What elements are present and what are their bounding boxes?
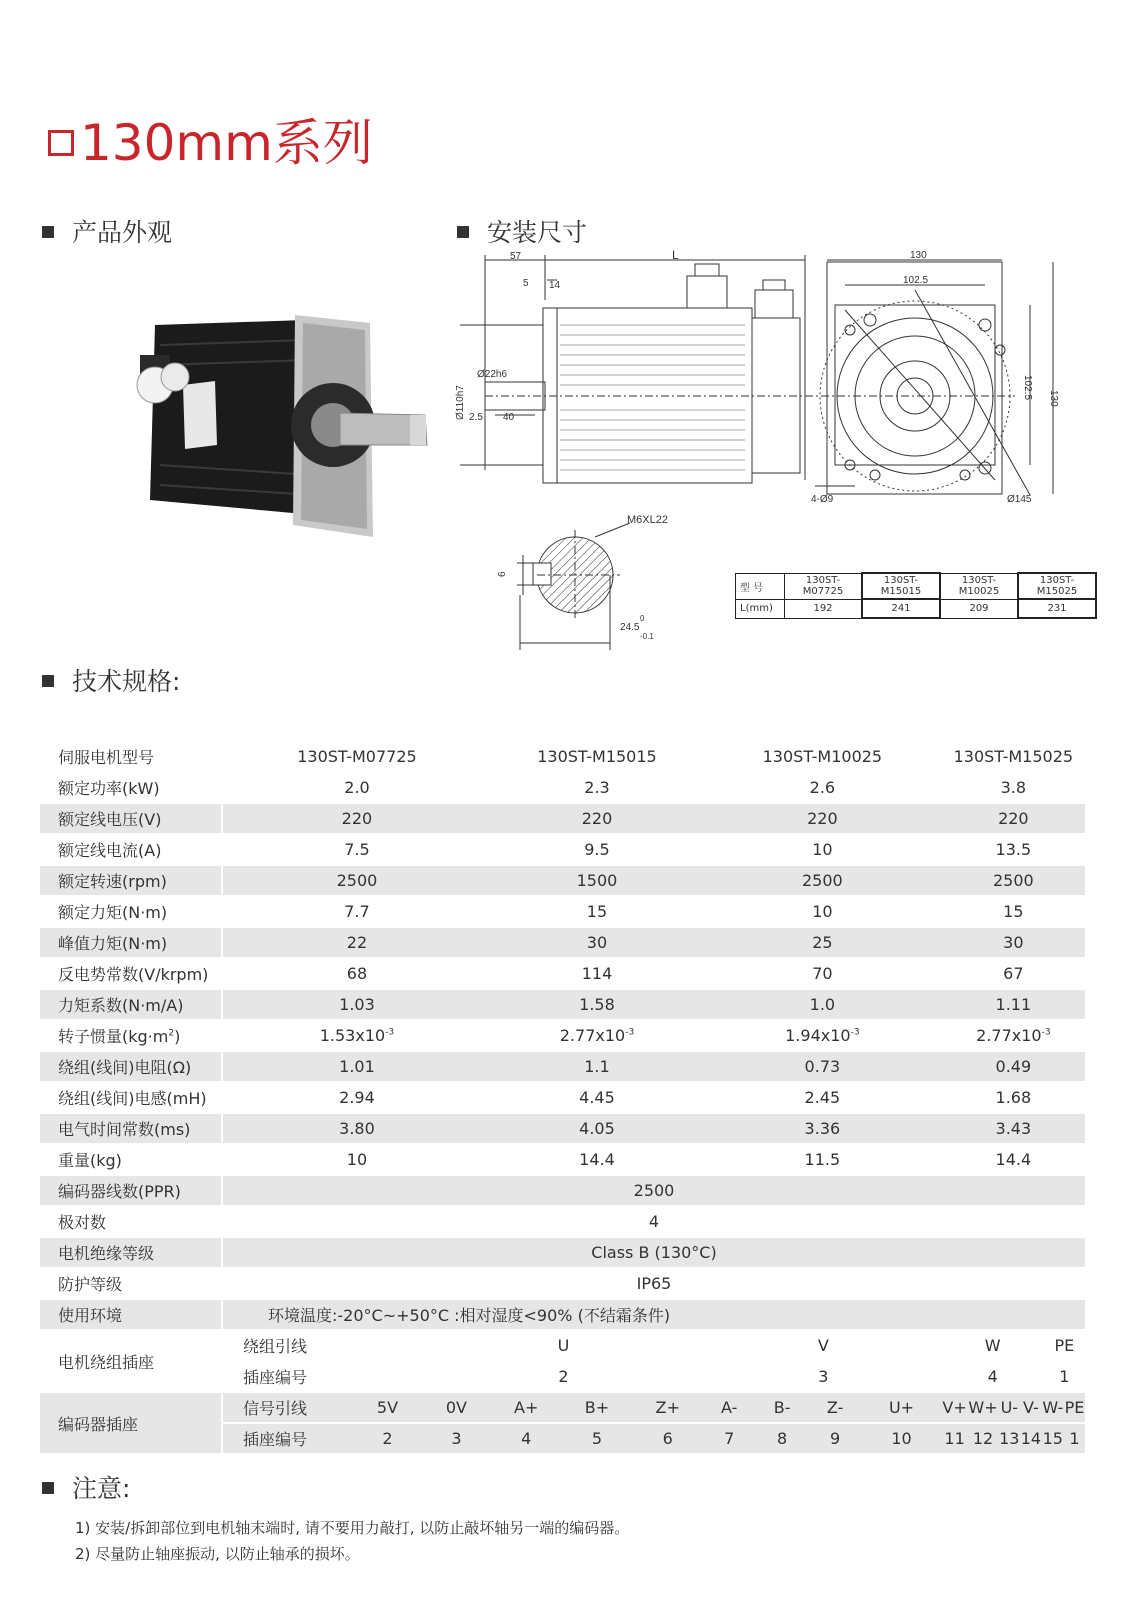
- table-cell: 130ST-M15015: [537, 747, 657, 766]
- row-label: 额定线电流(A): [40, 835, 223, 864]
- table-cell: 220: [491, 804, 703, 833]
- dim-table-row-label: L(mm): [736, 599, 785, 618]
- table-cell: 7.7: [344, 902, 370, 921]
- table-cell: V: [703, 1331, 942, 1360]
- table-cell: 15: [1042, 1424, 1064, 1453]
- dim-4-9: 4-Ø9: [811, 494, 834, 505]
- table-row: [40, 742, 1085, 771]
- table-cell: 2.94: [339, 1088, 375, 1107]
- table-row: [736, 599, 1097, 618]
- table-cell: 114: [581, 964, 613, 983]
- table-cell: 70: [812, 964, 833, 983]
- bullet-icon: [42, 1482, 54, 1494]
- section-specs: 技术规格:: [42, 665, 180, 699]
- table-cell: 25: [703, 928, 942, 957]
- table-cell: 插座编号: [223, 1424, 353, 1453]
- page-title: 130mm系列: [48, 108, 373, 178]
- table-cell: 12: [968, 1424, 999, 1453]
- row-label: 峰值力矩(N·m): [40, 928, 223, 957]
- superscript: 2: [168, 1028, 175, 1039]
- value-text: 1.94x10: [785, 1026, 851, 1045]
- table-cell: IP65: [636, 1274, 672, 1293]
- dim-table-length: 231: [1018, 599, 1096, 618]
- dim-6: 6: [497, 571, 508, 577]
- table-cell: 4.05: [491, 1114, 703, 1143]
- table-cell: 14: [1020, 1424, 1042, 1453]
- dim-table-length: 241: [862, 599, 940, 618]
- table-row: [40, 1052, 1085, 1081]
- table-cell: 130ST-M15025: [953, 747, 1074, 766]
- row-label: 编码器插座: [40, 1393, 223, 1453]
- table-cell: 67: [1003, 964, 1024, 983]
- table-cell: U+: [861, 1393, 941, 1422]
- bullet-icon: [42, 675, 54, 687]
- note-item: 1) 安装/拆卸部位到电机轴末端时, 请不要用力敲打, 以防止敲坏轴另一端的编码器。: [75, 1519, 630, 1537]
- dim-24-5: 24.5: [620, 622, 640, 633]
- table-cell: 7.5: [344, 840, 370, 859]
- table-row: [736, 573, 1097, 599]
- square-icon: [48, 130, 74, 156]
- dim-102-5-side: 102.5: [1022, 375, 1033, 401]
- row-label-text: 转子惯量(kg·m: [58, 1027, 169, 1046]
- table-cell: W+: [968, 1393, 999, 1422]
- table-cell: 10: [812, 902, 833, 921]
- row-label: 使用环境: [40, 1300, 223, 1329]
- table-cell: 1500: [491, 866, 703, 895]
- table-row: [40, 804, 1085, 833]
- table-cell: PE: [1064, 1393, 1085, 1422]
- table-cell: 3.43: [942, 1114, 1085, 1143]
- table-cell: B-: [755, 1393, 809, 1422]
- notes-list: [75, 1515, 629, 1567]
- value-text: 2.77x10: [559, 1026, 626, 1045]
- dim-table-header-label: 型 号: [736, 573, 785, 599]
- table-cell: 2.45: [804, 1088, 841, 1107]
- table-cell: W-: [1042, 1393, 1064, 1422]
- table-cell: 2: [353, 1424, 422, 1453]
- row-label: 力矩系数(N·m/A): [40, 990, 223, 1019]
- dim-40: 40: [503, 412, 515, 423]
- table-cell: 6: [632, 1424, 703, 1453]
- table-cell: 220: [703, 804, 942, 833]
- table-cell: 10: [346, 1150, 368, 1169]
- table-cell: 7: [703, 1424, 755, 1453]
- table-cell: 1: [1064, 1424, 1085, 1453]
- row-label: 绕组(线间)电感(mH): [40, 1083, 223, 1112]
- dim-22h6: Ø22h6: [477, 369, 508, 380]
- table-row: [40, 990, 1085, 1019]
- table-cell: PE: [1042, 1331, 1085, 1360]
- exponent: -3: [850, 1027, 860, 1038]
- dim-table-length: 192: [785, 599, 863, 618]
- row-label: 绕组(线间)电阻(Ω): [40, 1052, 223, 1081]
- table-cell: 14.4: [995, 1150, 1032, 1169]
- table-cell: 1.68: [995, 1088, 1032, 1107]
- table-cell: [491, 1021, 703, 1050]
- table-cell: 3: [703, 1362, 942, 1391]
- row-label: 重量(kg): [40, 1145, 223, 1174]
- table-cell: 插座编号: [243, 1368, 308, 1387]
- value-text: 2.77x10: [976, 1026, 1042, 1045]
- table-row: [40, 897, 1085, 926]
- row-label: 额定转速(rpm): [40, 866, 223, 895]
- row-label: 编码器线数(PPR): [40, 1176, 223, 1205]
- table-cell: 220: [942, 804, 1085, 833]
- section-dimensions: 安装尺寸: [457, 216, 587, 250]
- dim-14: 14: [549, 280, 561, 291]
- table-cell: 1.11: [942, 990, 1085, 1019]
- dim-tol-up: 0: [640, 614, 645, 623]
- dim-tol-down: -0.1: [640, 632, 654, 641]
- table-cell: 0V: [422, 1393, 491, 1422]
- table-cell: 13: [999, 1424, 1021, 1453]
- table-cell: 3: [422, 1424, 491, 1453]
- table-cell: 0.73: [703, 1052, 942, 1081]
- table-cell: 2.3: [584, 778, 610, 797]
- table-cell: 2500: [942, 866, 1085, 895]
- table-cell: 10: [812, 840, 833, 859]
- dim-5: 5: [523, 278, 529, 289]
- table-cell: 13.5: [995, 840, 1032, 859]
- table-cell: 11.5: [804, 1150, 841, 1169]
- servo-motor-photo: [115, 315, 435, 545]
- table-cell: 2.0: [344, 778, 370, 797]
- table-cell: 9.5: [584, 840, 610, 859]
- table-cell: 8: [755, 1424, 809, 1453]
- table-cell: 4: [491, 1424, 562, 1453]
- dim-table-model: 130ST-M15015: [862, 573, 940, 599]
- exponent: -3: [385, 1027, 395, 1038]
- table-cell: 2: [422, 1362, 703, 1391]
- row-label: 电机绕组插座: [40, 1331, 223, 1391]
- table-cell: 4: [942, 1362, 1042, 1391]
- dim-57: 57: [510, 251, 522, 262]
- note-item: 2) 尽量防止轴座振动, 以防止轴承的损坏。: [75, 1545, 360, 1563]
- table-cell: 1.01: [223, 1052, 491, 1081]
- dim-table-model: 130ST-M10025: [940, 573, 1018, 599]
- row-label: [40, 1021, 223, 1050]
- table-row: [40, 1145, 1085, 1174]
- table-cell: 130ST-M07725: [297, 747, 417, 766]
- table-cell: 信号引线: [223, 1393, 353, 1422]
- table-cell: A-: [703, 1393, 755, 1422]
- row-label: 额定线电压(V): [40, 804, 223, 833]
- row-label: 反电势常数(V/krpm): [40, 959, 223, 988]
- table-cell: 2500: [223, 1176, 1085, 1205]
- table-cell: 5V: [353, 1393, 422, 1422]
- dim-2-5: 2.5: [469, 412, 483, 423]
- table-cell: 1.1: [491, 1052, 703, 1081]
- table-cell: 1: [1042, 1362, 1085, 1391]
- table-cell: 1.0: [703, 990, 942, 1019]
- dim-table-length: 209: [940, 599, 1018, 618]
- table-cell: 14.4: [579, 1150, 615, 1169]
- table-cell: 15: [586, 902, 608, 921]
- table-cell: 环境温度:-20°C~+50°C :相对湿度<90% (不结霜条件): [223, 1300, 1085, 1329]
- shaft-section-drawing: [495, 515, 695, 655]
- row-label: 额定力矩(N·m): [40, 897, 223, 926]
- section-notes: 注意:: [42, 1472, 130, 1506]
- table-row: [40, 1114, 1085, 1143]
- table-row: [40, 1393, 1085, 1422]
- table-cell: 68: [346, 964, 368, 983]
- row-label: 极对数: [40, 1207, 223, 1236]
- table-row: [40, 928, 1085, 957]
- table-row: [40, 1207, 1085, 1236]
- table-row: [40, 773, 1085, 802]
- table-cell: 10: [861, 1424, 941, 1453]
- row-label: 额定功率(kW): [40, 773, 223, 802]
- exponent: -3: [625, 1027, 635, 1038]
- table-cell: W: [942, 1331, 1042, 1360]
- exponent: -3: [1041, 1027, 1051, 1038]
- table-cell: Class B (130°C): [223, 1238, 1085, 1267]
- dim-130-top: 130: [910, 250, 927, 261]
- row-label: 防护等级: [40, 1269, 223, 1298]
- table-row: [40, 1300, 1085, 1329]
- table-row: [40, 1269, 1085, 1298]
- value-text: 1.53x10: [319, 1026, 386, 1045]
- dimension-table: [735, 572, 1097, 619]
- table-cell: V-: [1020, 1393, 1042, 1422]
- table-cell: 220: [223, 804, 491, 833]
- row-label-text: ): [174, 1027, 181, 1046]
- table-cell: [942, 1021, 1085, 1050]
- dim-m6: M6XL22: [627, 515, 668, 526]
- table-row: [40, 1176, 1085, 1205]
- table-cell: 2500: [703, 866, 942, 895]
- table-cell: Z-: [809, 1393, 862, 1422]
- dim-130-side: 130: [1048, 390, 1059, 407]
- table-cell: 2.6: [809, 778, 836, 797]
- table-cell: [703, 1021, 942, 1050]
- table-row: [40, 1331, 1085, 1360]
- row-label: 电机绝缘等级: [40, 1238, 223, 1267]
- table-row: [40, 835, 1085, 864]
- row-label: 伺服电机型号: [40, 742, 223, 771]
- table-cell: 11: [942, 1424, 968, 1453]
- spec-table: [40, 740, 1085, 1455]
- table-cell: Z+: [632, 1393, 703, 1422]
- table-cell: 3.8: [1000, 778, 1027, 797]
- table-row: [40, 959, 1085, 988]
- table-cell: 3.80: [223, 1114, 491, 1143]
- table-cell: 1.03: [223, 990, 491, 1019]
- table-cell: 9: [809, 1424, 862, 1453]
- table-cell: 30: [491, 928, 703, 957]
- table-cell: V+: [942, 1393, 968, 1422]
- table-cell: 绕组引线: [243, 1337, 308, 1356]
- table-cell: U-: [999, 1393, 1021, 1422]
- dim-L: L: [672, 250, 679, 262]
- row-label: 电气时间常数(ms): [40, 1114, 223, 1143]
- bullet-icon: [457, 226, 469, 238]
- table-cell: 15: [1003, 902, 1024, 921]
- table-cell: 3.36: [703, 1114, 942, 1143]
- dim-145: Ø145: [1007, 494, 1032, 505]
- table-cell: U: [422, 1331, 703, 1360]
- table-cell: A+: [491, 1393, 562, 1422]
- section-appearance: 产品外观: [42, 216, 172, 250]
- table-cell: 4.45: [579, 1088, 615, 1107]
- table-cell: 130ST-M10025: [762, 747, 883, 766]
- table-cell: 0.49: [942, 1052, 1085, 1081]
- bullet-icon: [42, 226, 54, 238]
- table-cell: 5: [562, 1424, 633, 1453]
- table-cell: 30: [942, 928, 1085, 957]
- table-cell: B+: [562, 1393, 633, 1422]
- table-row: [40, 1083, 1085, 1112]
- table-cell: 4: [648, 1212, 660, 1231]
- installation-drawing: [455, 250, 1075, 520]
- table-cell: 22: [223, 928, 491, 957]
- table-cell: 2500: [223, 866, 491, 895]
- table-cell: [223, 1021, 491, 1050]
- table-row: [40, 1021, 1085, 1050]
- table-cell: 1.58: [491, 990, 703, 1019]
- table-row: [40, 1238, 1085, 1267]
- dim-table-model: 130ST-M07725: [785, 573, 863, 599]
- dim-110h7: Ø110h7: [455, 385, 466, 420]
- dim-102-5-top: 102.5: [903, 275, 929, 286]
- table-row: [40, 866, 1085, 895]
- dim-table-model: 130ST-M15025: [1018, 573, 1096, 599]
